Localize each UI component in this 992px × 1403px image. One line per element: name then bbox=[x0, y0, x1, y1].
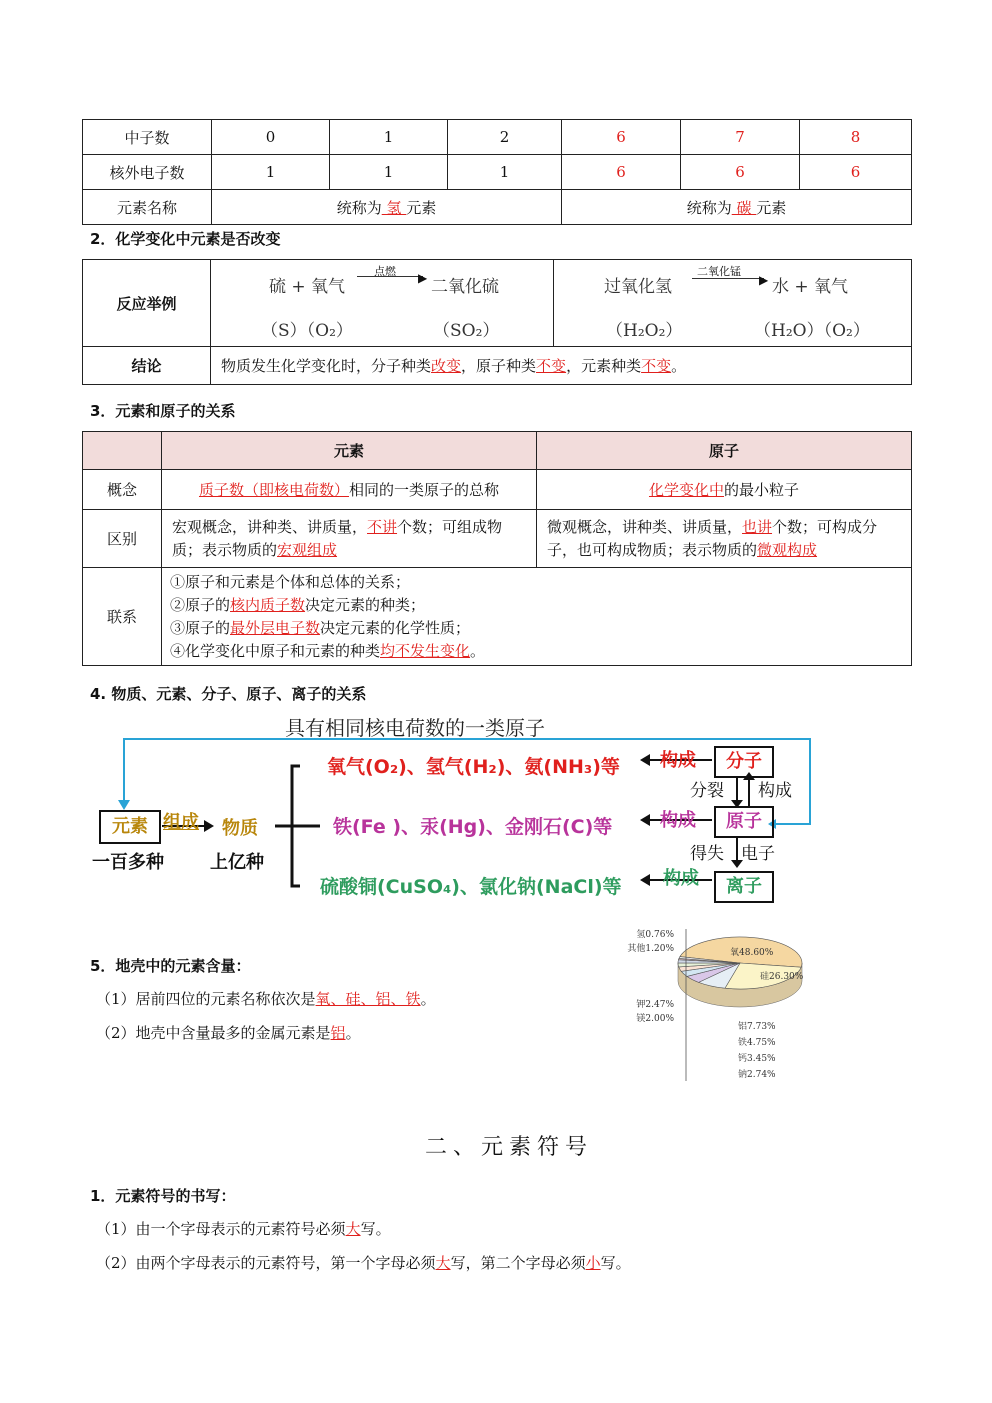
isotope-table bbox=[82, 119, 912, 225]
section-heading: 2．化学变化中元素是否改变 bbox=[90, 230, 281, 248]
pie-label: 铝7.73% bbox=[738, 1022, 776, 1032]
relation-item: ③原子的最外层电子数决定元素的化学性质； bbox=[170, 618, 471, 637]
pie-label: 镁2.00% bbox=[636, 1014, 674, 1024]
crust-line-1: （1）居前四位的元素名称依次是氧、硅、铝、铁。 bbox=[96, 990, 436, 1008]
substance-count: 上亿种 bbox=[210, 852, 264, 873]
row-label: 联系 bbox=[83, 568, 162, 666]
cell: 1 bbox=[330, 120, 448, 155]
constitute-label: 构成 bbox=[663, 868, 699, 889]
row-label: 区别 bbox=[83, 510, 162, 568]
crust-line-2: （2）地壳中含量最多的金属元素是铝。 bbox=[96, 1024, 361, 1042]
row-label-name: 元素名称 bbox=[83, 190, 212, 225]
element-atom-table bbox=[82, 431, 912, 666]
fill-blank: 氢 bbox=[386, 198, 402, 217]
substance-label: 物质 bbox=[222, 818, 258, 839]
element-name-carbon: 统称为 碳 元素 bbox=[562, 190, 912, 225]
row-label-neutrons: 中子数 bbox=[83, 120, 212, 155]
molecular-substances: 氧气(O₂)、氢气(H₂)、氨(NH₃)等 bbox=[327, 756, 620, 778]
relation-item: ④化学变化中原子和元素的种类均不发生变化。 bbox=[170, 641, 486, 660]
fill-blank: 碳 bbox=[736, 198, 752, 217]
arrow bbox=[357, 276, 423, 277]
diff-atom: 微观概念，讲种类、讲质量，也讲个数；可构成分子，也可构成物质；表示物质的微观构成 bbox=[537, 510, 912, 568]
electron-label: 电子 bbox=[741, 844, 775, 864]
element-name-hydrogen: 统称为 氢 元素 bbox=[212, 190, 562, 225]
constitute-label: 构成 bbox=[660, 750, 696, 771]
gain-lose-label: 得失 bbox=[690, 844, 724, 864]
cell: 1 bbox=[212, 155, 330, 190]
reaction-table bbox=[82, 259, 912, 385]
conclusion: 物质发生化学变化时，分子种类改变，原子种类不变，元素种类不变。 bbox=[211, 347, 912, 385]
cell: 8 bbox=[800, 120, 912, 155]
arrow bbox=[692, 278, 764, 279]
ion-box: 离子 bbox=[714, 871, 774, 903]
cell: 1 bbox=[448, 155, 562, 190]
row-label: 反应举例 bbox=[83, 260, 211, 347]
relation-item: ①原子和元素是个体和总体的关系； bbox=[170, 572, 411, 591]
cell: 0 bbox=[212, 120, 330, 155]
element-count: 一百多种 bbox=[92, 852, 164, 873]
concept-element: 质子数（即核电荷数）相同的一类原子的总称 bbox=[162, 470, 537, 510]
col-header-element: 元素 bbox=[162, 432, 537, 470]
pie-label: 铁4.75% bbox=[738, 1038, 776, 1048]
top-label: 具有相同核电荷数的一类原子 bbox=[285, 716, 545, 740]
constitute-label: 构成 bbox=[660, 810, 696, 831]
pie-label: 钾2.47% bbox=[636, 1000, 674, 1010]
section-heading: 5．地壳中的元素含量： bbox=[90, 957, 251, 975]
pie-label: 氧48.60% bbox=[730, 948, 774, 958]
pie-label: 其他1.20% bbox=[627, 944, 674, 954]
part-title: 二、元素符号 bbox=[425, 1135, 594, 1160]
element-box: 元素 bbox=[99, 810, 161, 844]
col-header-atom: 原子 bbox=[537, 432, 912, 470]
cell: 6 bbox=[800, 155, 912, 190]
row-label: 结论 bbox=[83, 347, 211, 385]
molecule-box: 分子 bbox=[714, 746, 774, 778]
symbol-rule-1: （1）由一个字母表示的元素符号必须大写。 bbox=[96, 1220, 391, 1238]
pie-label: 钠2.74% bbox=[738, 1070, 776, 1080]
split-label: 分裂 bbox=[690, 781, 724, 801]
relation-item: ②原子的核内质子数决定元素的种类； bbox=[170, 595, 426, 614]
cell: 6 bbox=[562, 155, 681, 190]
section-heading: 4. 物质、元素、分子、原子、离子的关系 bbox=[90, 685, 367, 703]
pie-label: 钙3.45% bbox=[738, 1054, 776, 1064]
cell: 7 bbox=[681, 120, 800, 155]
form-label: 构成 bbox=[758, 781, 792, 801]
cell: 2 bbox=[448, 120, 562, 155]
cell: 6 bbox=[681, 155, 800, 190]
reaction-example-1: 硫 + 氧气 点燃 ▶ 二氧化硫 （S）（O₂） （SO₂） bbox=[211, 260, 554, 347]
atomic-substances: 铁(Fe )、汞(Hg)、金刚石(C)等 bbox=[333, 816, 613, 838]
compose-label: 组成 bbox=[163, 812, 199, 833]
section-heading: 1．元素符号的书写： bbox=[90, 1187, 236, 1205]
row-label: 概念 bbox=[83, 470, 162, 510]
cell: 1 bbox=[330, 155, 448, 190]
relation-diagram bbox=[0, 708, 992, 908]
pie-label: 硅26.30% bbox=[760, 972, 804, 982]
pie-svg bbox=[618, 925, 818, 1085]
relation-list bbox=[162, 568, 912, 666]
ionic-substances: 硫酸铜(CuSO₄)、氯化钠(NaCl)等 bbox=[320, 876, 622, 898]
crust-pie-chart bbox=[618, 925, 818, 1085]
pie-label: 氢0.76% bbox=[636, 930, 674, 940]
cell: 6 bbox=[562, 120, 681, 155]
reaction-example-2: 过氧化氢 二氧化锰 ▶ 水 + 氧气 （H₂O₂） （H₂O）（O₂） bbox=[554, 260, 912, 347]
atom-box: 原子 bbox=[714, 806, 774, 838]
symbol-rule-2: （2）由两个字母表示的元素符号，第一个字母必须大写，第二个字母必须小写。 bbox=[96, 1254, 631, 1272]
section-heading: 3．元素和原子的关系 bbox=[90, 402, 236, 420]
row-label-electrons: 核外电子数 bbox=[83, 155, 212, 190]
diff-element: 宏观概念，讲种类、讲质量，不讲个数；可组成物质；表示物质的宏观组成 bbox=[162, 510, 537, 568]
concept-atom: 化学变化中的最小粒子 bbox=[537, 470, 912, 510]
